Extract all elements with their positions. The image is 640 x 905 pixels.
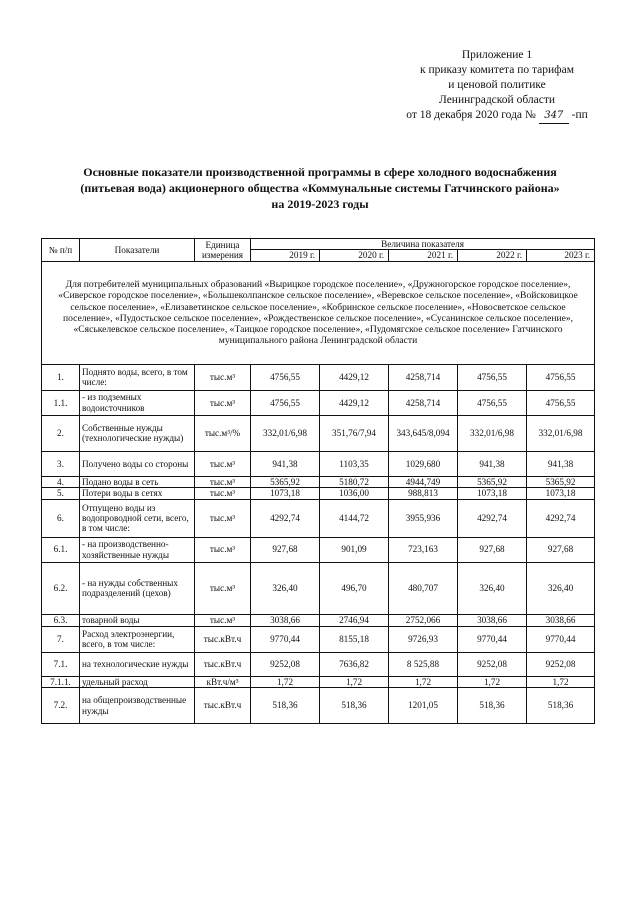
annex-line: Ленинградской области bbox=[438, 94, 556, 106]
row-value: 518,36 bbox=[458, 688, 527, 724]
row-value: 901,09 bbox=[320, 537, 389, 562]
row-value: 4756,55 bbox=[458, 364, 527, 390]
row-value: 4292,74 bbox=[251, 499, 320, 537]
row-indicator: Собственные нужды (технологические нужды) bbox=[80, 415, 195, 451]
row-value: 4944,749 bbox=[389, 476, 458, 487]
row-value: 332,01/6,98 bbox=[527, 415, 595, 451]
row-indicator: Поднято воды, всего, в том числе: bbox=[80, 364, 195, 390]
row-unit: тыс.м³ bbox=[195, 562, 251, 614]
row-value: 5365,92 bbox=[527, 476, 595, 487]
table-row bbox=[42, 451, 595, 476]
row-value: 927,68 bbox=[527, 537, 595, 562]
table-row bbox=[42, 652, 595, 676]
header-value-group: Величина показателя bbox=[251, 239, 595, 250]
row-value: 518,36 bbox=[251, 688, 320, 724]
annex-line: к приказу комитета по тарифам bbox=[420, 64, 574, 76]
table-row bbox=[42, 626, 595, 652]
row-number: 7.2. bbox=[42, 688, 80, 724]
row-unit: тыс.кВт.ч bbox=[195, 652, 251, 676]
row-value: 941,38 bbox=[527, 451, 595, 476]
row-number: 6.2. bbox=[42, 562, 80, 614]
header-year: 2020 г. bbox=[320, 250, 389, 261]
row-value: 3038,66 bbox=[251, 614, 320, 626]
row-value: 1103,35 bbox=[320, 451, 389, 476]
row-indicator: - на производственно-хозяйственные нужды bbox=[80, 537, 195, 562]
row-indicator: Подано воды в сеть bbox=[80, 476, 195, 487]
row-value: 5365,92 bbox=[458, 476, 527, 487]
row-indicator: - из подземных водоисточников bbox=[80, 390, 195, 415]
row-value: 332,01/6,98 bbox=[458, 415, 527, 451]
row-number: 1. bbox=[42, 364, 80, 390]
row-value: 1,72 bbox=[527, 676, 595, 687]
row-value: 5365,92 bbox=[251, 476, 320, 487]
row-value: 9770,44 bbox=[458, 626, 527, 652]
row-value: 351,76/7,94 bbox=[320, 415, 389, 451]
row-number: 4. bbox=[42, 476, 80, 487]
row-value: 3038,66 bbox=[527, 614, 595, 626]
row-value: 4429,12 bbox=[320, 390, 389, 415]
row-unit: тыс.м³ bbox=[195, 451, 251, 476]
header-year: 2023 г. bbox=[527, 250, 595, 261]
header-year: 2022 г. bbox=[458, 250, 527, 261]
indicators-table bbox=[41, 238, 595, 724]
header-indicator: Показатели bbox=[80, 239, 195, 262]
row-value: 518,36 bbox=[527, 688, 595, 724]
row-unit: тыс.м³ bbox=[195, 488, 251, 499]
row-value: 1,72 bbox=[458, 676, 527, 687]
row-value: 9252,08 bbox=[458, 652, 527, 676]
row-value: 332,01/6,98 bbox=[251, 415, 320, 451]
row-value: 1036,00 bbox=[320, 488, 389, 499]
row-value: 326,40 bbox=[251, 562, 320, 614]
row-value: 2752,066 bbox=[389, 614, 458, 626]
row-indicator: удельный расход bbox=[80, 676, 195, 687]
row-value: 1073,18 bbox=[458, 488, 527, 499]
table-row bbox=[42, 415, 595, 451]
table-row bbox=[42, 676, 595, 687]
row-value: 988,813 bbox=[389, 488, 458, 499]
row-value: 1073,18 bbox=[527, 488, 595, 499]
table-row bbox=[42, 499, 595, 537]
row-indicator: на общепроизводственные нужды bbox=[80, 688, 195, 724]
row-number: 5. bbox=[42, 488, 80, 499]
row-number: 3. bbox=[42, 451, 80, 476]
row-value: 4756,55 bbox=[527, 364, 595, 390]
row-value: 4144,72 bbox=[320, 499, 389, 537]
row-value: 496,70 bbox=[320, 562, 389, 614]
row-value: 9252,08 bbox=[527, 652, 595, 676]
row-indicator: - на нужды собственных подразделений (цехов) bbox=[80, 562, 195, 614]
table-row bbox=[42, 562, 595, 614]
row-value: 4756,55 bbox=[251, 364, 320, 390]
row-unit: тыс.м³ bbox=[195, 499, 251, 537]
annex-line: Приложение 1 bbox=[461, 49, 533, 61]
row-value: 9726,93 bbox=[389, 626, 458, 652]
row-value: 9252,08 bbox=[251, 652, 320, 676]
row-value: 518,36 bbox=[320, 688, 389, 724]
row-value: 2746,94 bbox=[320, 614, 389, 626]
row-unit: тыс.кВт.ч bbox=[195, 626, 251, 652]
row-value: 927,68 bbox=[251, 537, 320, 562]
row-number: 6. bbox=[42, 499, 80, 537]
document-title: Основные показатели производственной программы в сфере холодного водоснабжения (питьевая вода) акционерного общества «Коммунальные системы Гатчинского района» на 2019-2023 годы bbox=[80, 165, 560, 211]
row-value: 4756,55 bbox=[527, 390, 595, 415]
row-value: 4429,12 bbox=[320, 364, 389, 390]
row-value: 343,645/8,094 bbox=[389, 415, 458, 451]
table-row bbox=[42, 537, 595, 562]
row-value: 4258,714 bbox=[389, 364, 458, 390]
row-number: 1.1. bbox=[42, 390, 80, 415]
row-value: 4756,55 bbox=[251, 390, 320, 415]
row-indicator: Отпущено воды из водопроводной сети, всего, в том числе: bbox=[80, 499, 195, 537]
row-value: 4756,55 bbox=[458, 390, 527, 415]
row-indicator: Получено воды со стороны bbox=[80, 451, 195, 476]
row-indicator: Потери воды в сетях bbox=[80, 488, 195, 499]
row-value: 723,163 bbox=[389, 537, 458, 562]
row-unit: тыс.м³ bbox=[195, 364, 251, 390]
row-value: 480,707 bbox=[389, 562, 458, 614]
row-value: 8155,18 bbox=[320, 626, 389, 652]
header-year: 2021 г. bbox=[389, 250, 458, 261]
row-number: 2. bbox=[42, 415, 80, 451]
row-value: 927,68 bbox=[458, 537, 527, 562]
row-unit: тыс.м³ bbox=[195, 390, 251, 415]
row-value: 9770,44 bbox=[251, 626, 320, 652]
annex-line: и ценовой политике bbox=[448, 79, 546, 91]
row-indicator: Расход электроэнергии, всего, в том числе: bbox=[80, 626, 195, 652]
row-value: 1,72 bbox=[389, 676, 458, 687]
row-unit: тыс.м³ bbox=[195, 537, 251, 562]
row-number: 6.1. bbox=[42, 537, 80, 562]
row-value: 9770,44 bbox=[527, 626, 595, 652]
row-value: 4258,714 bbox=[389, 390, 458, 415]
order-number: 347 bbox=[539, 108, 569, 124]
row-value: 3038,66 bbox=[458, 614, 527, 626]
row-value: 4292,74 bbox=[458, 499, 527, 537]
table-row bbox=[42, 688, 595, 724]
row-value: 3955,936 bbox=[389, 499, 458, 537]
row-unit: тыс.м³ bbox=[195, 614, 251, 626]
row-number: 7.1.1. bbox=[42, 676, 80, 687]
table-row bbox=[42, 364, 595, 390]
row-value: 1,72 bbox=[251, 676, 320, 687]
table-row bbox=[42, 390, 595, 415]
header-unit: Единица измерения bbox=[195, 239, 251, 262]
consumers-cell: Для потребителей муниципальных образований «Вырицкое городское поселение», «Дружногорское городское поселение», «Сиверское городское поселение», «Большеколпанское сельское поселение», «Веревское сельское поселение», «Войсковицкое сельское поселение», «Елизаветинское сельское поселение», «Кобринское сельское поселение», «Новосветское сельское поселение», «Пудостьское сельское поселение», «Рождественское сельское поселение», «Сусанинское сельское поселение», «Сяськелевское сельское поселение», «Таицкое городское поселение», «Пудомягское сельское поселение» Гатчинского муниципального района Ленинградской области bbox=[42, 261, 595, 364]
annex-date-line bbox=[392, 108, 602, 124]
row-number: 7. bbox=[42, 626, 80, 652]
annex-date: от 18 декабря 2020 года № bbox=[406, 109, 536, 121]
row-number: 6.3. bbox=[42, 614, 80, 626]
row-indicator: товарной воды bbox=[80, 614, 195, 626]
table-row bbox=[42, 476, 595, 487]
row-unit: тыс.м³/% bbox=[195, 415, 251, 451]
row-value: 1029,680 bbox=[389, 451, 458, 476]
row-value: 4292,74 bbox=[527, 499, 595, 537]
row-number: 7.1. bbox=[42, 652, 80, 676]
header-num: № п/п bbox=[42, 239, 80, 262]
table-row bbox=[42, 488, 595, 499]
row-unit: тыс.м³ bbox=[195, 476, 251, 487]
row-value: 1201,05 bbox=[389, 688, 458, 724]
row-value: 7636,82 bbox=[320, 652, 389, 676]
row-value: 1073,18 bbox=[251, 488, 320, 499]
row-value: 941,38 bbox=[458, 451, 527, 476]
row-unit: тыс.кВт.ч bbox=[195, 688, 251, 724]
row-value: 941,38 bbox=[251, 451, 320, 476]
row-value: 326,40 bbox=[527, 562, 595, 614]
table-row bbox=[42, 614, 595, 626]
row-unit: кВт.ч/м³ bbox=[195, 676, 251, 687]
annex-suffix: -пп bbox=[571, 109, 588, 121]
header-year: 2019 г. bbox=[251, 250, 320, 261]
row-value: 1,72 bbox=[320, 676, 389, 687]
annex-block bbox=[392, 48, 602, 124]
row-value: 8 525,88 bbox=[389, 652, 458, 676]
row-value: 326,40 bbox=[458, 562, 527, 614]
row-value: 5180,72 bbox=[320, 476, 389, 487]
row-indicator: на технологические нужды bbox=[80, 652, 195, 676]
